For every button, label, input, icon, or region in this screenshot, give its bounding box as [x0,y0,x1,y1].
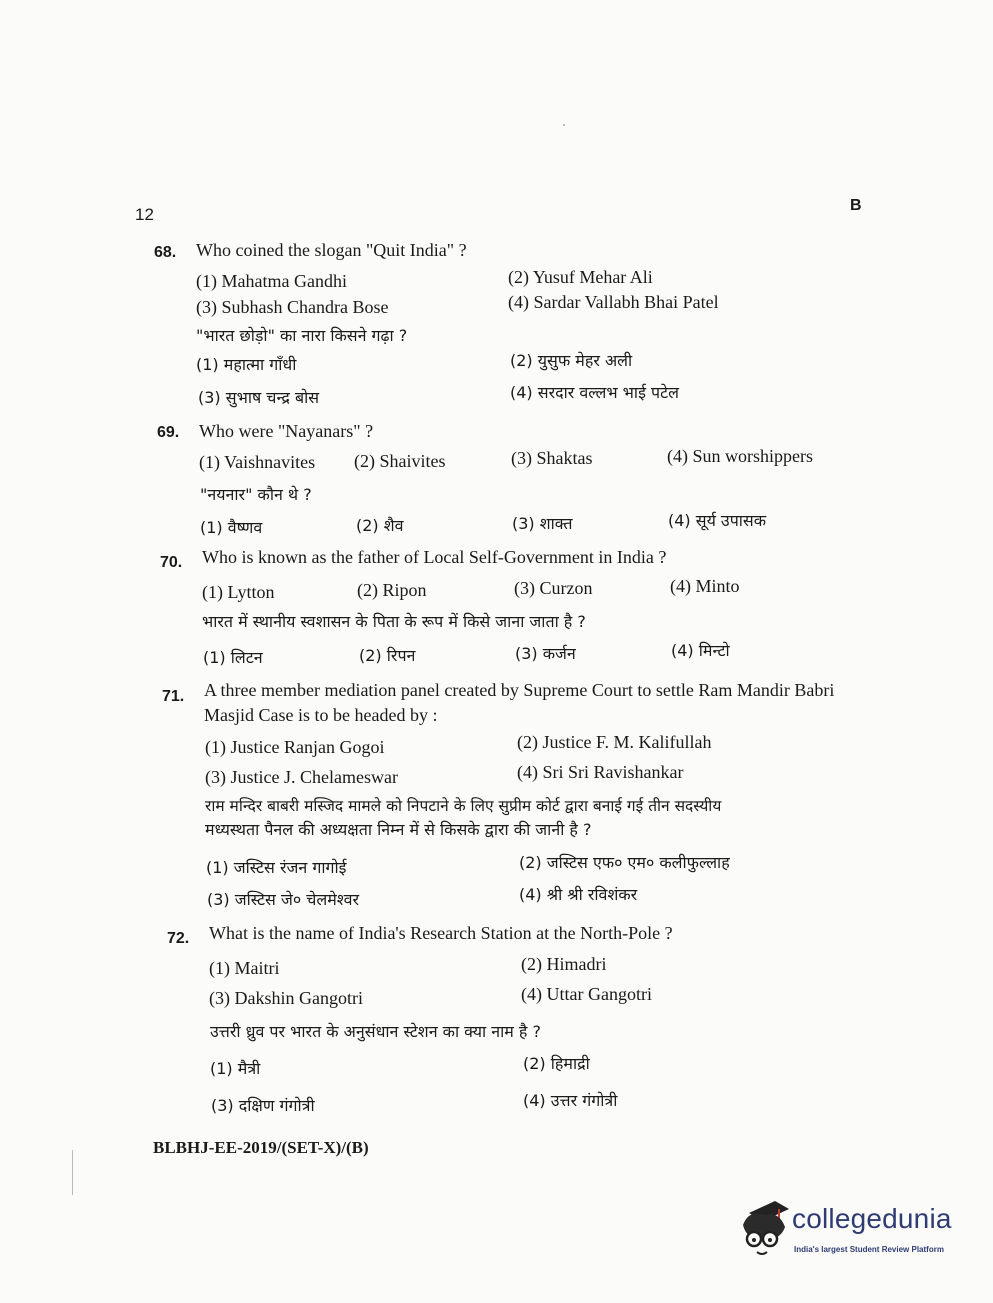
option-hi: (4) सरदार वल्लभ भाई पटेल [510,383,680,402]
question-text-hi-line2: मध्यस्थता पैनल की अध्यक्षता निम्न में से किसके द्वारा की जानी है ? [205,820,592,839]
question-number: 71. [162,688,185,705]
question-text-en: Who coined the slogan "Quit India" ? [196,240,467,260]
option-en: (3) Subhash Chandra Bose [196,297,389,317]
option-hi: (4) मिन्टो [671,641,730,660]
option-hi: (2) शैव [356,516,404,535]
question-text-en-line2: Masjid Case is to be headed by : [204,705,438,725]
option-en: (4) Sun worshippers [667,446,813,466]
question-number: 70. [160,554,183,571]
question-text-hi: उत्तरी ध्रुव पर भारत के अनुसंधान स्टेशन का क्या नाम है ? [210,1022,541,1041]
question-text-hi: भारत में स्थानीय स्वशासन के पिता के रूप में किसे जाना जाता है ? [202,612,586,631]
option-hi: (1) लिटन [203,648,263,667]
logo-tagline: India's largest Student Review Platform [794,1245,944,1254]
page-number: 12 [135,205,154,224]
scan-mark [72,1150,73,1195]
question-text-hi: "भारत छोड़ो" का नारा किसने गढ़ा ? [196,326,408,345]
question-text-en-line1: A three member mediation panel created by Supreme Court to settle Ram Mandir Babri [204,680,835,700]
question-text-hi-line1: राम मन्दिर बाबरी मस्जिद मामले को निपटाने के लिए सुप्रीम कोर्ट द्वारा बनाई गई तीन सदस्यीय [205,797,722,815]
option-hi: (1) वैष्णव [200,518,263,537]
option-en: (1) Justice Ranjan Gogoi [205,737,385,757]
option-hi: (1) मैत्री [210,1059,261,1078]
option-hi: (2) युसुफ मेहर अली [510,351,633,370]
question-text-en: What is the name of India's Research Station at the North-Pole ? [209,923,673,943]
option-hi: (4) उत्तर गंगोत्री [523,1091,618,1110]
question-number: 69. [157,424,180,441]
scan-speck [563,124,565,126]
option-en: (4) Uttar Gangotri [521,984,652,1004]
option-hi: (2) रिपन [359,646,416,665]
option-hi: (3) जस्टिस जे० चेलमेश्वर [207,890,360,909]
option-hi: (1) जस्टिस रंजन गागोई [206,858,347,877]
question-text-en: Who were "Nayanars" ? [199,421,374,441]
set-letter: B [850,197,862,214]
option-en: (3) Justice J. Chelameswar [205,767,398,787]
mascot-icon [735,1195,795,1265]
option-hi: (3) सुभाष चन्द्र बोस [198,388,320,407]
option-en: (2) Yusuf Mehar Ali [508,267,653,287]
option-en: (4) Minto [670,576,740,596]
question-text-en: Who is known as the father of Local Self-Government in India ? [202,547,667,567]
option-en: (2) Shaivites [354,451,446,471]
paper-code: BLBHJ-EE-2019/(SET-X)/(B) [153,1138,369,1157]
option-en: (1) Lytton [202,582,275,602]
option-hi: (4) सूर्य उपासक [668,511,767,530]
option-en: (3) Dakshin Gangotri [209,988,363,1008]
option-en: (4) Sri Sri Ravishankar [517,762,684,782]
question-number: 68. [154,244,177,261]
option-en: (3) Curzon [514,578,593,598]
option-hi: (4) श्री श्री रविशंकर [519,885,638,904]
option-en: (1) Maitri [209,958,280,978]
option-en: (2) Himadri [521,954,607,974]
option-en: (3) Shaktas [511,448,593,468]
option-hi: (1) महात्मा गाँधी [196,355,297,374]
logo-wordmark: collegedunia [792,1203,952,1234]
option-hi: (3) शाक्त [512,514,573,533]
option-hi: (3) कर्जन [515,644,576,663]
option-en: (1) Mahatma Gandhi [196,271,347,291]
question-text-hi: "नयनार" कौन थे ? [200,485,312,504]
option-hi: (2) हिमाद्री [523,1054,590,1073]
option-en: (4) Sardar Vallabh Bhai Patel [508,292,719,312]
option-en: (2) Ripon [357,580,427,600]
option-hi: (3) दक्षिण गंगोत्री [211,1096,315,1115]
option-en: (2) Justice F. M. Kalifullah [517,732,712,752]
option-hi: (2) जस्टिस एफ० एम० कलीफुल्लाह [519,853,730,872]
option-en: (1) Vaishnavites [199,452,316,472]
question-number: 72. [167,930,190,947]
